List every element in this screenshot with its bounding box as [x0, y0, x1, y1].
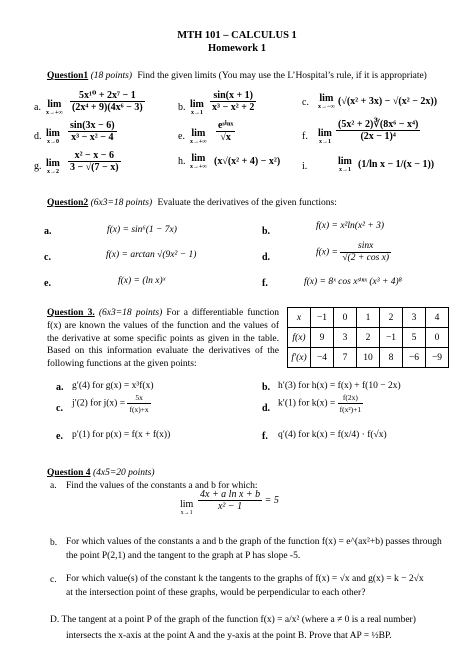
q3-item-f: q′(4) for k(x) = f(x/4) · f(√x) — [278, 430, 387, 440]
q1-label-b: b. — [178, 102, 186, 113]
table-cell: x — [288, 308, 311, 328]
q2-function-c: f(x) = arctan √(9x² − 1) — [106, 250, 197, 260]
q1-expression-d: $\frac{\sin(3x - 6)}{\text{x³ − x² − 4}}$ — [70, 120, 115, 143]
q1-limit-i: lim x→1 — [338, 156, 352, 173]
q3-item-d: k′(1) for k(x) = $\frac{f(2x)}{\text{f(x²)+1}}$ — [278, 393, 362, 414]
q2-function-f: f(x) = 8ˣ cos xˢⁱⁿˣ (x³ + 4)⁸ — [304, 277, 402, 287]
q3-item-a: g′(4) for g(x) = x³f(x) — [72, 381, 154, 391]
q4-part-b-line1: For which values of the constants a and b the graph of the function f(x) = e^(ax²+b) passes through — [66, 537, 442, 547]
q2-label-c: c. — [44, 252, 51, 263]
q1-label-a: a. — [34, 102, 41, 113]
q2-function-d: f(x) = $\frac{\sin x}{\text{√(2 + cos x)}}$ — [316, 241, 390, 263]
q4-limit-expression: $\frac{\text{4x + a ln x + b}}{\text{x² − 1}}$ = 5 — [200, 489, 279, 512]
q3-label-e: e. — [56, 431, 63, 442]
q1-limit-h: lim x→+∞ — [190, 153, 207, 170]
q4-limit: lim x→1 — [180, 499, 194, 516]
q2-label-a: a. — [44, 226, 52, 237]
table-cell: −9 — [426, 348, 449, 368]
q3-values-table — [287, 307, 449, 368]
table-cell: 9 — [311, 328, 334, 348]
q1-limit-g: lim x→2 — [46, 158, 60, 175]
table-cell: 2 — [380, 308, 403, 328]
table-cell: 2 — [357, 328, 380, 348]
q3-label-b: b. — [262, 382, 271, 393]
table-cell: 3 — [334, 328, 357, 348]
homework-title: Homework 1 — [207, 43, 267, 54]
table-cell: 0 — [426, 328, 449, 348]
q1-expression-i: (1/ln x − 1/(x − 1)) — [358, 159, 435, 170]
table-row — [288, 308, 449, 328]
q1-expression-g: $\frac{\text{x² − x − 6}}{3 - √(7 - x)}$ — [70, 150, 119, 173]
q2-function-b: f(x) = x²ln(x² + 3) — [316, 221, 385, 231]
q1-expression-f: $\frac{\text{(5x² + 2)∛(8x⁶ − x⁴)}}{\text{(2x − 1)⁴}}$ — [338, 119, 419, 142]
q1-heading — [47, 71, 427, 81]
q3-item-b: h′(3) for h(x) = f(x) + f(10 − 2x) — [278, 381, 401, 391]
q4-points: (4x5=20 points) — [92, 468, 155, 478]
table-cell: −6 — [403, 348, 426, 368]
q3-label-a: a. — [56, 382, 64, 393]
q4-part-d-line2: intersects the x-axis at the point A and the y-axis at the point B. Prove that AP = ½BP. — [66, 631, 392, 641]
q1-expression-c: (√(x² + 3x) − √(x² − 2x)) — [338, 96, 438, 107]
q2-label-b: b. — [262, 226, 271, 237]
table-cell: 0 — [334, 308, 357, 328]
q3-label-c: c. — [56, 403, 63, 414]
course-title: MTH 101 – CALCULUS 1 — [177, 30, 297, 41]
table-cell: −4 — [311, 348, 334, 368]
q3-label-f: f. — [262, 431, 268, 442]
q3-item-e: p′(1) for p(x) = f(x + f(x)) — [72, 430, 171, 440]
q1-label-g: g. — [34, 161, 42, 172]
q1-label-f: f. — [302, 131, 308, 142]
q1-expression-b: $\frac{\sin(x + 1)}{\text{x³ − x² + 2}}$ — [212, 90, 255, 113]
q2-label-e: e. — [44, 278, 51, 289]
table-row — [288, 328, 449, 348]
q1-limit-d: lim x→0 — [46, 128, 60, 145]
q2-heading — [47, 198, 337, 208]
table-cell: 10 — [357, 348, 380, 368]
q1-instructions: Find the given limits (You may use the L’Hospital’s rule, if it is appropriate) — [137, 71, 427, 81]
q1-limit-e: lim x→+∞ — [190, 128, 207, 145]
table-cell: 3 — [403, 308, 426, 328]
q1-label-c: c. — [302, 97, 309, 108]
q1-label-d: d. — [34, 131, 42, 142]
q1-limit-f: lim x→1 — [318, 128, 332, 145]
q4-label-c: c. — [50, 575, 57, 585]
q1-limit-a: lim x→+∞ — [46, 99, 63, 116]
q2-label-d: d. — [262, 252, 271, 263]
q1-expression-a: $\frac{\text{5x¹⁰ + 2x⁷ − 1}}{\text{(2x⁴ + 9)(4x⁶ − 3)}}$ — [72, 90, 143, 113]
table-cell: f(x) — [288, 328, 311, 348]
q4-part-b-line2: the point P(2,1) and the tangent to the graph at P has slope -5. — [66, 551, 301, 561]
q2-points: (6x3=18 points) — [90, 198, 153, 208]
q1-limit-c: lim x→−∞ — [318, 93, 335, 110]
table-row — [288, 348, 449, 368]
q1-label-e: e. — [178, 131, 185, 142]
q1-expression-e: $\frac{\text{eˢⁱⁿˣ}}{√x}$ — [218, 120, 234, 143]
q4-label-a: a. — [50, 481, 57, 491]
q2-instructions: Evaluate the derivatives of the given functions: — [157, 198, 337, 208]
q4-part-d-line1: D. The tangent at a point P of the graph of the function f(x) = a/x² (where a ≠ 0 is a real number) — [50, 615, 416, 625]
q4-heading — [47, 468, 155, 478]
q4-part-c-line1: For which value(s) of the constant k the tangents to the graphs of f(x) = √x and g(x) = k − 2√x — [66, 574, 424, 584]
q1-limit-b: lim x→1 — [190, 99, 204, 116]
q1-title: Question1 — [47, 71, 89, 81]
table-cell: 1 — [357, 308, 380, 328]
q2-label-f: f. — [262, 278, 268, 289]
q1-points: (18 points) — [90, 71, 132, 81]
q2-title: Question2 — [47, 198, 89, 208]
q1-expression-h: (x√(x² + 4) − x²) — [214, 156, 281, 167]
q1-label-h: h. — [178, 156, 186, 167]
table-cell: −1 — [311, 308, 334, 328]
table-cell: 5 — [403, 328, 426, 348]
q2-function-a: f(x) = sin⁶(1 − 7x) — [107, 225, 177, 235]
table-cell: −1 — [380, 328, 403, 348]
q4-title: Question 4 — [47, 468, 91, 478]
table-cell: 8 — [380, 348, 403, 368]
q4-part-a: Find the values of the constants a and b for which: — [66, 481, 258, 491]
q3-label-d: d. — [262, 403, 271, 414]
q1-label-i: i. — [302, 161, 308, 172]
q3-item-c: j′(2) for j(x) = $\frac{5x}{f(x)+x}$ — [72, 393, 149, 414]
table-cell: f′(x) — [288, 348, 311, 368]
table-cell: 7 — [334, 348, 357, 368]
q3-text: Question 3. (6x3=18 points) For a differentiable function f(x) are known the values of the function and the values of the derivative at some specific points as given in the table. Based on this information evaluate the derivatives of the following functions at the given points: — [47, 308, 279, 370]
q2-function-e: f(x) = (ln x)ˣ — [118, 276, 166, 286]
q4-label-b: b. — [50, 538, 58, 548]
q4-part-c-line2: at the intersection point of these graphs, would be perpendicular to each other? — [66, 588, 366, 598]
table-cell: 4 — [426, 308, 449, 328]
